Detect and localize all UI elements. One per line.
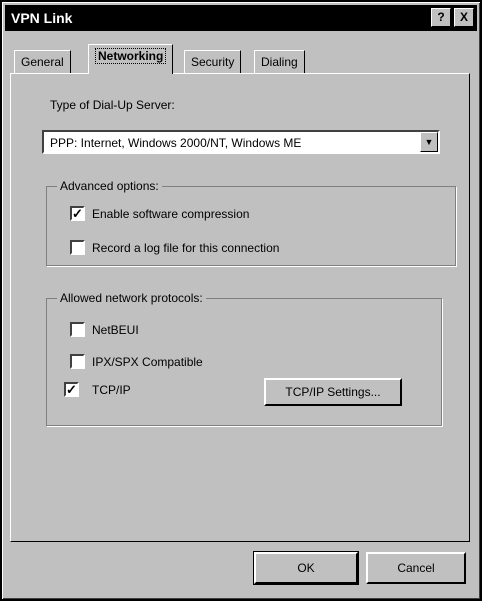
software-compression-checkbox[interactable]: ✓ (70, 206, 85, 221)
ok-button[interactable]: OK (254, 552, 358, 584)
tab-strip (10, 44, 470, 74)
cancel-button[interactable]: Cancel (366, 552, 466, 584)
netbeui-checkbox[interactable] (70, 322, 85, 337)
tab-networking[interactable] (88, 44, 173, 74)
tab-general[interactable] (14, 50, 71, 74)
log-file-label[interactable]: Record a log file for this connection (92, 241, 280, 255)
server-type-value: PPP: Internet, Windows 2000/NT, Windows ME (50, 136, 302, 150)
netbeui-label[interactable]: NetBEUI (92, 323, 139, 337)
protocols-legend: Allowed network protocols: (57, 291, 206, 305)
tab-dialing-label: Dialing (261, 55, 298, 69)
tcpip-checkbox[interactable]: ✓ (64, 382, 79, 397)
server-type-select[interactable] (42, 130, 440, 154)
tab-dialing[interactable] (254, 50, 305, 74)
advanced-options-legend: Advanced options: (57, 179, 162, 193)
tab-security-label: Security (191, 55, 235, 69)
tcpip-label[interactable]: TCP/IP (92, 383, 131, 397)
chevron-down-icon[interactable]: ▼ (420, 132, 438, 152)
log-file-checkbox[interactable] (70, 240, 85, 255)
tab-networking-label: Networking (95, 48, 166, 64)
tcpip-settings-button[interactable]: TCP/IP Settings... (264, 378, 402, 406)
help-button[interactable]: ? (431, 8, 451, 27)
ipx-spx-checkbox[interactable] (70, 354, 85, 369)
server-type-label: Type of Dial-Up Server: (50, 98, 175, 112)
tab-security[interactable] (184, 50, 241, 74)
tab-general-label: General (21, 55, 64, 69)
window-title: VPN Link (11, 10, 73, 26)
title-bar[interactable] (5, 5, 477, 31)
ipx-spx-label[interactable]: IPX/SPX Compatible (92, 355, 203, 369)
software-compression-label[interactable]: Enable software compression (92, 207, 250, 221)
close-button[interactable]: X (454, 8, 474, 27)
